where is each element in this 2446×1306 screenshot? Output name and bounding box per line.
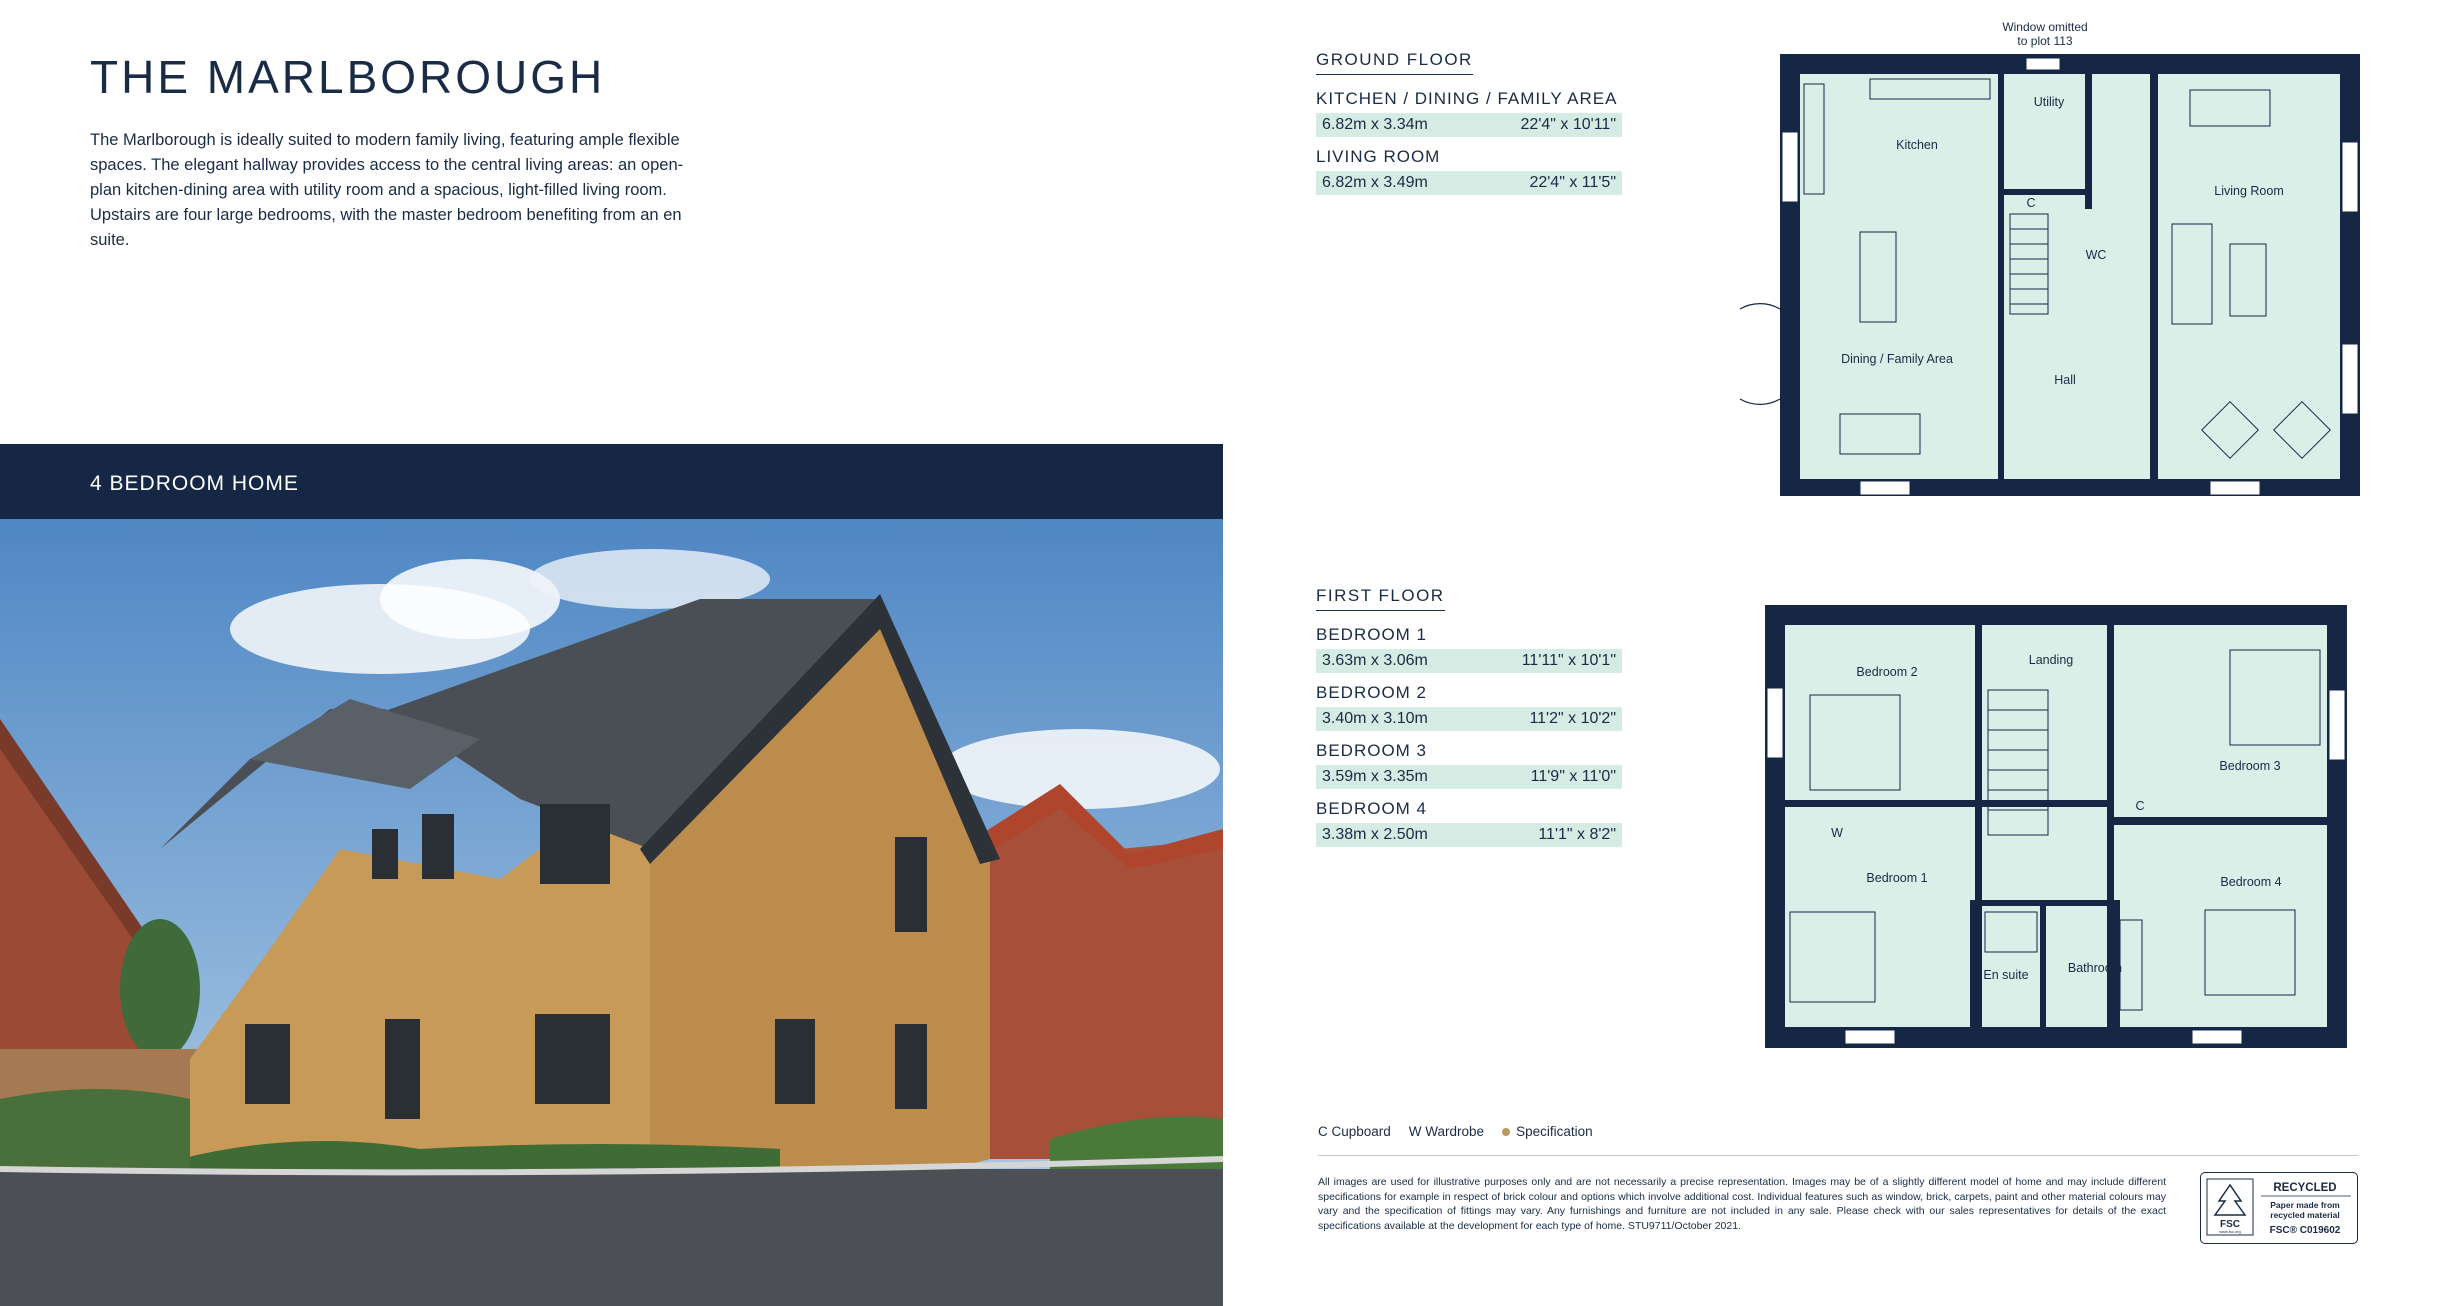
bedroom-2-label: Bedroom 2 <box>1856 665 1918 679</box>
room-dimensions <box>1316 171 1622 195</box>
bedroom-banner <box>0 444 1223 519</box>
house-illustration <box>0 519 1223 1306</box>
imperial-dimension: 11'11" x 10'1" <box>1521 652 1616 669</box>
svg-text:RECYCLED: RECYCLED <box>2273 1182 2337 1194</box>
legend-cupboard: C Cupboard <box>1318 1124 1391 1139</box>
ground-floor-spec <box>1316 50 1622 195</box>
kitchen-dining-room <box>1800 74 1998 479</box>
room-dimensions <box>1316 707 1622 731</box>
bedroom-1-label: Bedroom 1 <box>1866 871 1928 885</box>
living-room <box>2158 74 2340 479</box>
room-dimensions <box>1316 113 1622 137</box>
specification-dot-icon <box>1502 1128 1510 1136</box>
imperial-dimension: 11'2" x 10'2" <box>1529 710 1616 727</box>
disclaimer: All images are used for illustrative purposes only and are not necessarily a precise representation. Images may be of a slightly different model of home and may include different specifications for example in respect of brick colour and options which involve additional cost. Individual features such as window, brick, carpets, paint and other material colours may vary and the specification of fittings may vary. Any furnishings and furniture are not included in any sale. Please check with our sales representatives for details of the exact specifications available at the development for each type of home. STU9711/October 2021. <box>1318 1176 2166 1232</box>
imperial-dimension: 11'1" x 8'2" <box>1538 826 1616 843</box>
room-dimensions <box>1316 823 1622 847</box>
room-dimensions <box>1316 765 1622 789</box>
legend-specification <box>1502 1124 1593 1139</box>
page-title: THE MARLBOROUGH <box>90 51 606 103</box>
bedroom-3 <box>2114 625 2327 817</box>
legend <box>1318 1124 1593 1139</box>
room-name: BEDROOM 1 <box>1316 625 1428 644</box>
cupboard-label: C <box>2026 196 2036 210</box>
metric-dimension: 3.38m x 2.50m <box>1322 826 1428 843</box>
fsc-badge <box>2200 1172 2358 1244</box>
metric-dimension: 3.40m x 3.10m <box>1322 710 1428 727</box>
window-note: to plot 113 <box>2017 34 2073 48</box>
bedroom-2 <box>1785 625 1975 800</box>
cupboard-area <box>2092 74 2150 206</box>
window-note: Window omitted <box>2002 20 2088 34</box>
svg-text:Paper made from: Paper made from <box>2270 1200 2340 1210</box>
bedroom-4-label: Bedroom 4 <box>2220 875 2282 889</box>
svg-text:recycled material: recycled material <box>2270 1210 2340 1220</box>
room-dimensions <box>1316 649 1622 673</box>
landing-label: Landing <box>2028 653 2074 667</box>
bathroom-label: Bathroom <box>2067 961 2123 975</box>
fsc-logo-icon <box>2201 1173 2356 1242</box>
first-floor-plan <box>1760 600 2360 1060</box>
imperial-dimension: 22'4" x 10'11" <box>1520 116 1616 133</box>
metric-dimension: 6.82m x 3.34m <box>1322 116 1428 133</box>
legend-specification-label: Specification <box>1516 1124 1593 1139</box>
wc-label: WC <box>2085 248 2107 262</box>
living-room-label: Living Room <box>2214 184 2284 198</box>
ensuite-label: En suite <box>1983 968 2029 982</box>
room-name: LIVING ROOM <box>1316 147 1441 166</box>
metric-dimension: 3.59m x 3.35m <box>1322 768 1428 785</box>
metric-dimension: 3.63m x 3.06m <box>1322 652 1428 669</box>
first-floor-spec <box>1316 586 1622 847</box>
ground-floor-plan <box>1730 14 2370 504</box>
utility-room <box>2004 74 2085 189</box>
svg-text:FSC® C019602: FSC® C019602 <box>2269 1225 2341 1236</box>
hall-label: Hall <box>2054 373 2076 387</box>
wardrobe-label: W <box>1831 826 1843 840</box>
imperial-dimension: 11'9" x 11'0" <box>1530 768 1616 785</box>
svg-text:FSC: FSC <box>2220 1219 2240 1230</box>
banner-text: 4 BEDROOM HOME <box>90 472 299 495</box>
dining-label: Dining / Family Area <box>1841 352 1953 366</box>
bedroom-3-label: Bedroom 3 <box>2219 759 2281 773</box>
bedroom-1 <box>1785 807 1975 1027</box>
room-name: BEDROOM 4 <box>1316 799 1428 818</box>
legend-wardrobe: W Wardrobe <box>1408 1124 1485 1139</box>
house-photo <box>0 519 1223 1306</box>
utility-label: Utility <box>2033 95 2065 109</box>
svg-text:www.fsc.org: www.fsc.org <box>2219 1229 2241 1234</box>
ground-floor-heading: GROUND FLOOR <box>1316 50 1473 75</box>
room-name: BEDROOM 3 <box>1316 741 1428 760</box>
room-name: BEDROOM 2 <box>1316 683 1428 702</box>
first-floor-heading: FIRST FLOOR <box>1316 586 1445 611</box>
divider <box>1318 1155 2358 1156</box>
landing <box>1982 625 2107 800</box>
hall <box>2004 194 2151 479</box>
metric-dimension: 6.82m x 3.49m <box>1322 174 1428 191</box>
imperial-dimension: 22'4" x 11'5" <box>1529 174 1616 191</box>
kitchen-label: Kitchen <box>1896 138 1938 152</box>
cupboard-label: C <box>2135 799 2145 813</box>
room-name: KITCHEN / DINING / FAMILY AREA <box>1316 89 1618 108</box>
intro-paragraph: The Marlborough is ideally suited to modern family living, featuring ample flexible spaces. The elegant hallway provides access to the central living areas: an open-plan kitchen-dining area with utility room and a spacious, light-filled living room. Upstairs are four large bedrooms, with the master bedroom benefiting from an en suite. <box>90 131 684 249</box>
